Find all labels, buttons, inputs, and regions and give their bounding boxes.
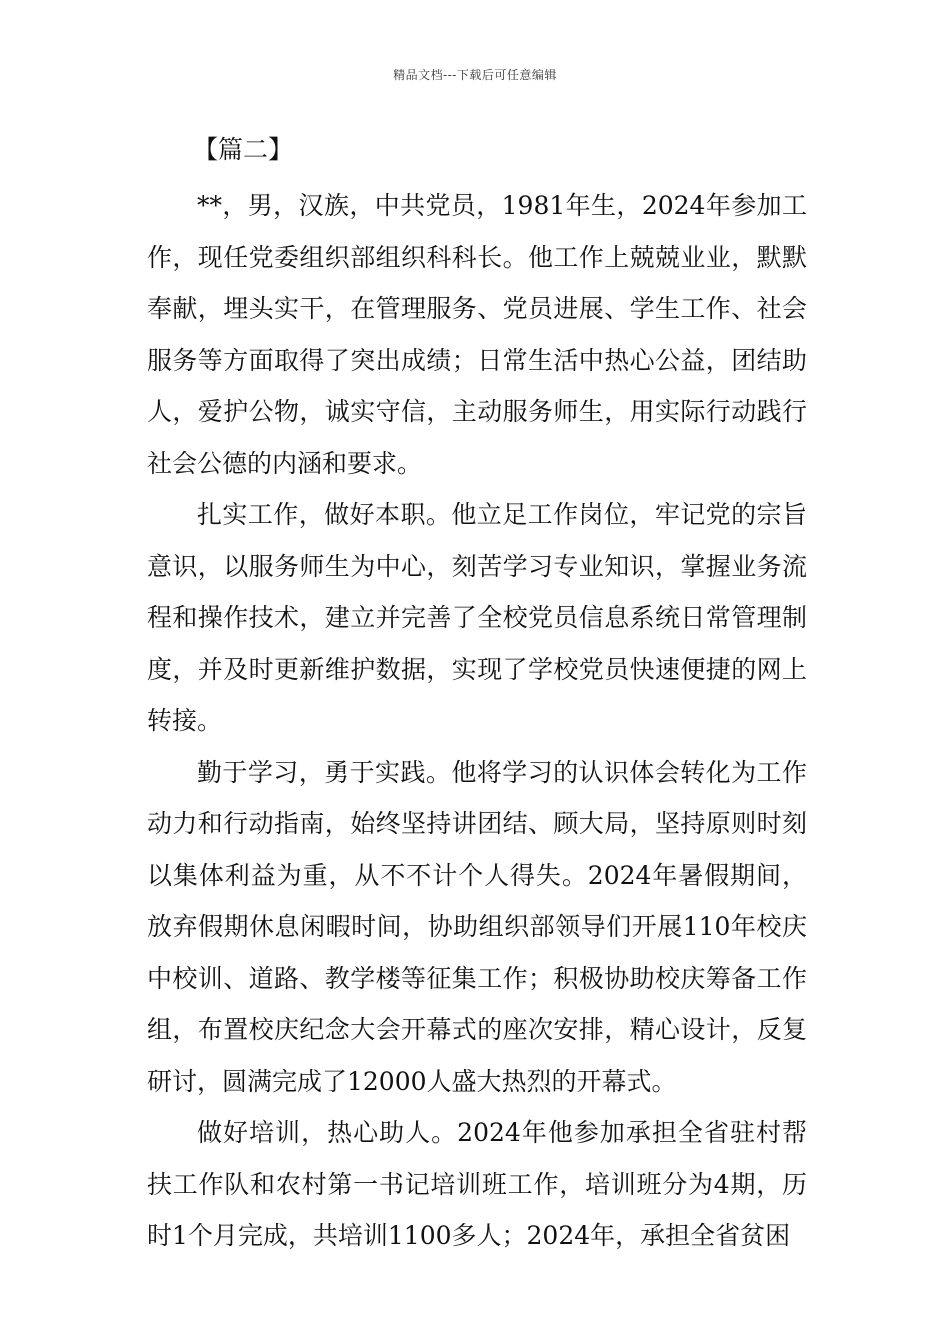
paragraph-training: 做好培训，热心助人。2024年他参加承担全省驻村帮扶工作队和农村第一书记培训班工作，培训班分为4期，历时1个月完成，共培训1100多人；2024年，承担全省贫困 <box>147 1118 807 1250</box>
paragraph-work: 扎实工作，做好本职。他立足工作岗位，牢记党的宗旨意识，以服务师生为中心，刻苦学习专业知识，掌握业务流程和操作技术，建立并完善了全校党员信息系统日常管理制度，并及时更新维护数据，实现了学校党员快速便捷的网上转接。 <box>147 500 807 735</box>
document-body <box>147 128 807 1262</box>
paragraph-intro: **，男，汉族，中共党员，1981年生，2024年参加工作，现任党委组织部组织科科长。他工作上兢兢业业，默默奉献，埋头实干，在管理服务、党员进展、学生工作、社会服务等方面取得了突出成绩；日常生活中热心公益，团结助人，爱护公物，诚实守信，主动服务师生，用实际行动践行社会公德的内涵和要求。 <box>147 191 807 478</box>
section-title: 【篇二】 <box>193 135 294 164</box>
paragraph-study: 勤于学习，勇于实践。他将学习的认识体会转化为工作动力和行动指南，始终坚持讲团结、顾大局，坚持原则时刻以集体利益为重，从不不计个人得失。2024年暑假期间，放弃假期休息闲暇时间，协助组织部领导们开展110年校庆中校训、道路、教学楼等征集工作；积极协助校庆筹备工作组，布置校庆纪念大会开幕式的座次安排，精心设计，反复研讨，圆满完成了12000人盛大热烈的开幕式。 <box>147 757 807 1096</box>
page-header: 精品文档---下载后可任意编辑 <box>393 68 557 82</box>
